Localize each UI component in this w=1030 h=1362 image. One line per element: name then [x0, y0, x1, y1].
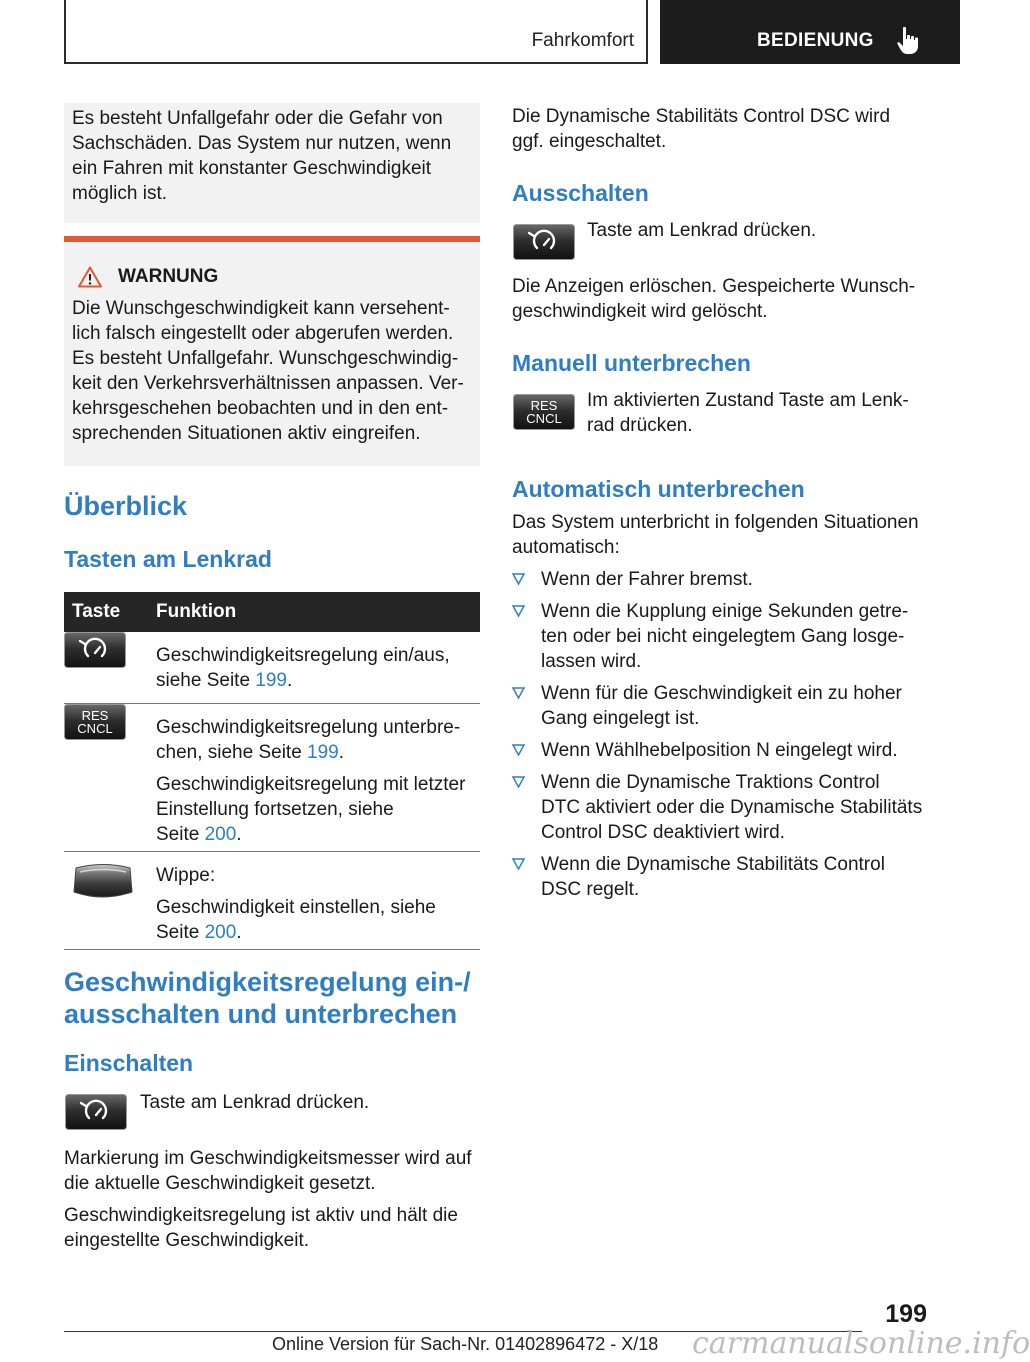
res-label: RES — [530, 398, 558, 413]
res-label: RES — [81, 708, 109, 723]
header-section-tab — [64, 0, 648, 64]
function-text: Wippe: — [156, 865, 216, 886]
header-chapter-title: BEDIENUNG — [757, 30, 874, 51]
cruise-control-button-icon — [513, 224, 575, 260]
triangle-bullet-icon — [512, 776, 525, 788]
res-cncl-button-icon — [513, 394, 575, 430]
triangle-bullet-icon — [512, 573, 525, 585]
warning-header — [72, 264, 472, 290]
dsc-intro: Die Dynamische Stabilitäts Control DSC wird ggf. eingeschaltet. — [512, 106, 891, 152]
warning-line: lich falsch eingestellt oder abgerufen werden. — [72, 323, 454, 344]
cncl-label: CNCL — [77, 721, 113, 736]
ausschalten-paragraph: Die Anzeigen erlöschen. Gespeicherte Wunsch- geschwindigkeit wird gelöscht. — [512, 276, 916, 322]
overview-heading: Überblick — [64, 491, 188, 521]
function-text: Geschwindigkeitsregelung ein/aus, — [156, 645, 450, 666]
automatisch-paragraph: Das System unterbricht in folgenden Situationen automatisch: — [512, 512, 919, 558]
warning-line: Es besteht Unfallgefahr. Wunschgeschwindig- — [72, 348, 459, 369]
col-function-header: Funktion — [156, 592, 480, 632]
ausschalten-heading: Ausschalten — [512, 180, 649, 206]
header-chapter-tab — [660, 0, 960, 64]
warning-line: keit den Verkehrsverhältnissen anpassen. Ver- — [72, 373, 464, 394]
triangle-bullet-icon — [512, 605, 525, 617]
table-row: Geschwindigkeitsregelung ein/aus, siehe Seite 199. — [64, 632, 480, 704]
list-item: Wenn der Fahrer bremst. — [512, 567, 932, 592]
function-text: Geschwindigkeit einstellen, siehe — [156, 897, 436, 918]
list-item: Wenn für die Geschwindigkeit ein zu hoher Gang eingelegt ist. — [512, 681, 932, 731]
manuell-heading: Manuell unterbrechen — [512, 350, 751, 376]
notice-line: möglich ist. — [72, 183, 168, 204]
table-row: Wippe: Geschwindigkeit einstellen, siehe Seite 200. — [64, 852, 480, 950]
list-item: Wenn die Dynamische Traktions Control DTC aktiviert oder die Dynamische Stabilitäts Control DSC deaktiviert wird. — [512, 770, 932, 845]
col-key-header: Taste — [64, 592, 156, 632]
table-header-row — [64, 592, 480, 632]
triangle-bullet-icon — [512, 858, 525, 870]
warning-box — [64, 236, 480, 466]
page-link-200[interactable]: 200 — [204, 922, 237, 943]
page-link-200[interactable]: 200 — [204, 824, 237, 845]
page-link-199[interactable]: 199 — [255, 670, 287, 691]
einschalten-paragraph-2: Geschwindigkeitsregelung ist aktiv und hält die eingestellte Geschwindigkeit. — [64, 1205, 458, 1251]
steering-keys-table — [64, 592, 480, 950]
function-text: siehe Seite — [156, 670, 256, 691]
warning-triangle-icon — [78, 266, 102, 288]
notice-line: Es besteht Unfallgefahr oder die Gefahr von — [72, 108, 443, 129]
notice-line: Sachschäden. Das System nur nutzen, wenn — [72, 133, 452, 154]
einschalten-paragraph-1: Markierung im Geschwindigkeitsmesser wird auf die aktuelle Geschwindigkeit gesetzt. — [64, 1148, 472, 1194]
interruption-list — [512, 567, 932, 909]
warning-line: sprechenden Situationen aktiv eingreifen. — [72, 423, 421, 444]
einschalten-key-text: Taste am Lenkrad drücken. — [140, 1092, 370, 1113]
function-text: Geschwindigkeitsregelung mit letzter — [156, 774, 466, 795]
cruise-control-button-icon — [64, 632, 126, 668]
warning-label: WARNUNG — [118, 266, 219, 287]
keys-heading: Tasten am Lenkrad — [64, 546, 272, 572]
watermark: carmanualsonline.info — [692, 1326, 1030, 1361]
notice-line: ein Fahren mit konstanter Geschwindigkeit — [72, 158, 432, 179]
table-row: RES CNCL Geschwindigkeitsregelung unterbre- chen, siehe Seite 199. Geschwindigkeitsregelung mit letzter Einstellung fortsetzen, siehe Seite 200. — [64, 704, 480, 852]
res-cncl-button-icon — [64, 704, 126, 740]
notice-box — [64, 103, 480, 223]
footer-online-version: Online Version für Sach-Nr. 01402896472 - X/18 — [272, 1334, 659, 1354]
header-section-title: Fahrkomfort — [531, 30, 634, 51]
einschalten-heading: Einschalten — [64, 1050, 194, 1076]
cncl-label: CNCL — [526, 411, 562, 426]
pointing-hand-icon — [896, 26, 922, 56]
triangle-bullet-icon — [512, 687, 525, 699]
rocker-switch-icon — [72, 862, 134, 902]
triangle-bullet-icon — [512, 744, 525, 756]
list-item: Wenn Wählhebelposition N eingelegt wird. — [512, 738, 932, 763]
list-item: Wenn die Kupplung einige Sekunden getre- ten oder bei nicht eingelegtem Gang losge- lassen wird. — [512, 599, 932, 674]
warning-line: Die Wunschgeschwindigkeit kann versehent- — [72, 298, 450, 319]
cruise-control-button-icon — [65, 1094, 127, 1130]
warning-line: kehrsgeschehen beobachten und in den ent- — [72, 398, 449, 419]
function-text: Geschwindigkeitsregelung unterbre- — [156, 717, 461, 738]
warning-text — [72, 296, 472, 446]
ausschalten-key-text: Taste am Lenkrad drücken. — [587, 220, 817, 241]
manuell-key-text: Im aktivierten Zustand Taste am Lenk- rad drücken. — [587, 390, 909, 436]
automatisch-heading: Automatisch unterbrechen — [512, 476, 805, 502]
page-number: 199 — [885, 1300, 927, 1328]
page-link-199[interactable]: 199 — [307, 742, 339, 763]
list-item: Wenn die Dynamische Stabilitäts Control DSC regelt. — [512, 852, 932, 902]
section-heading: Geschwindigkeitsregelung ein-/ ausschalten und unterbrechen — [64, 967, 471, 1029]
